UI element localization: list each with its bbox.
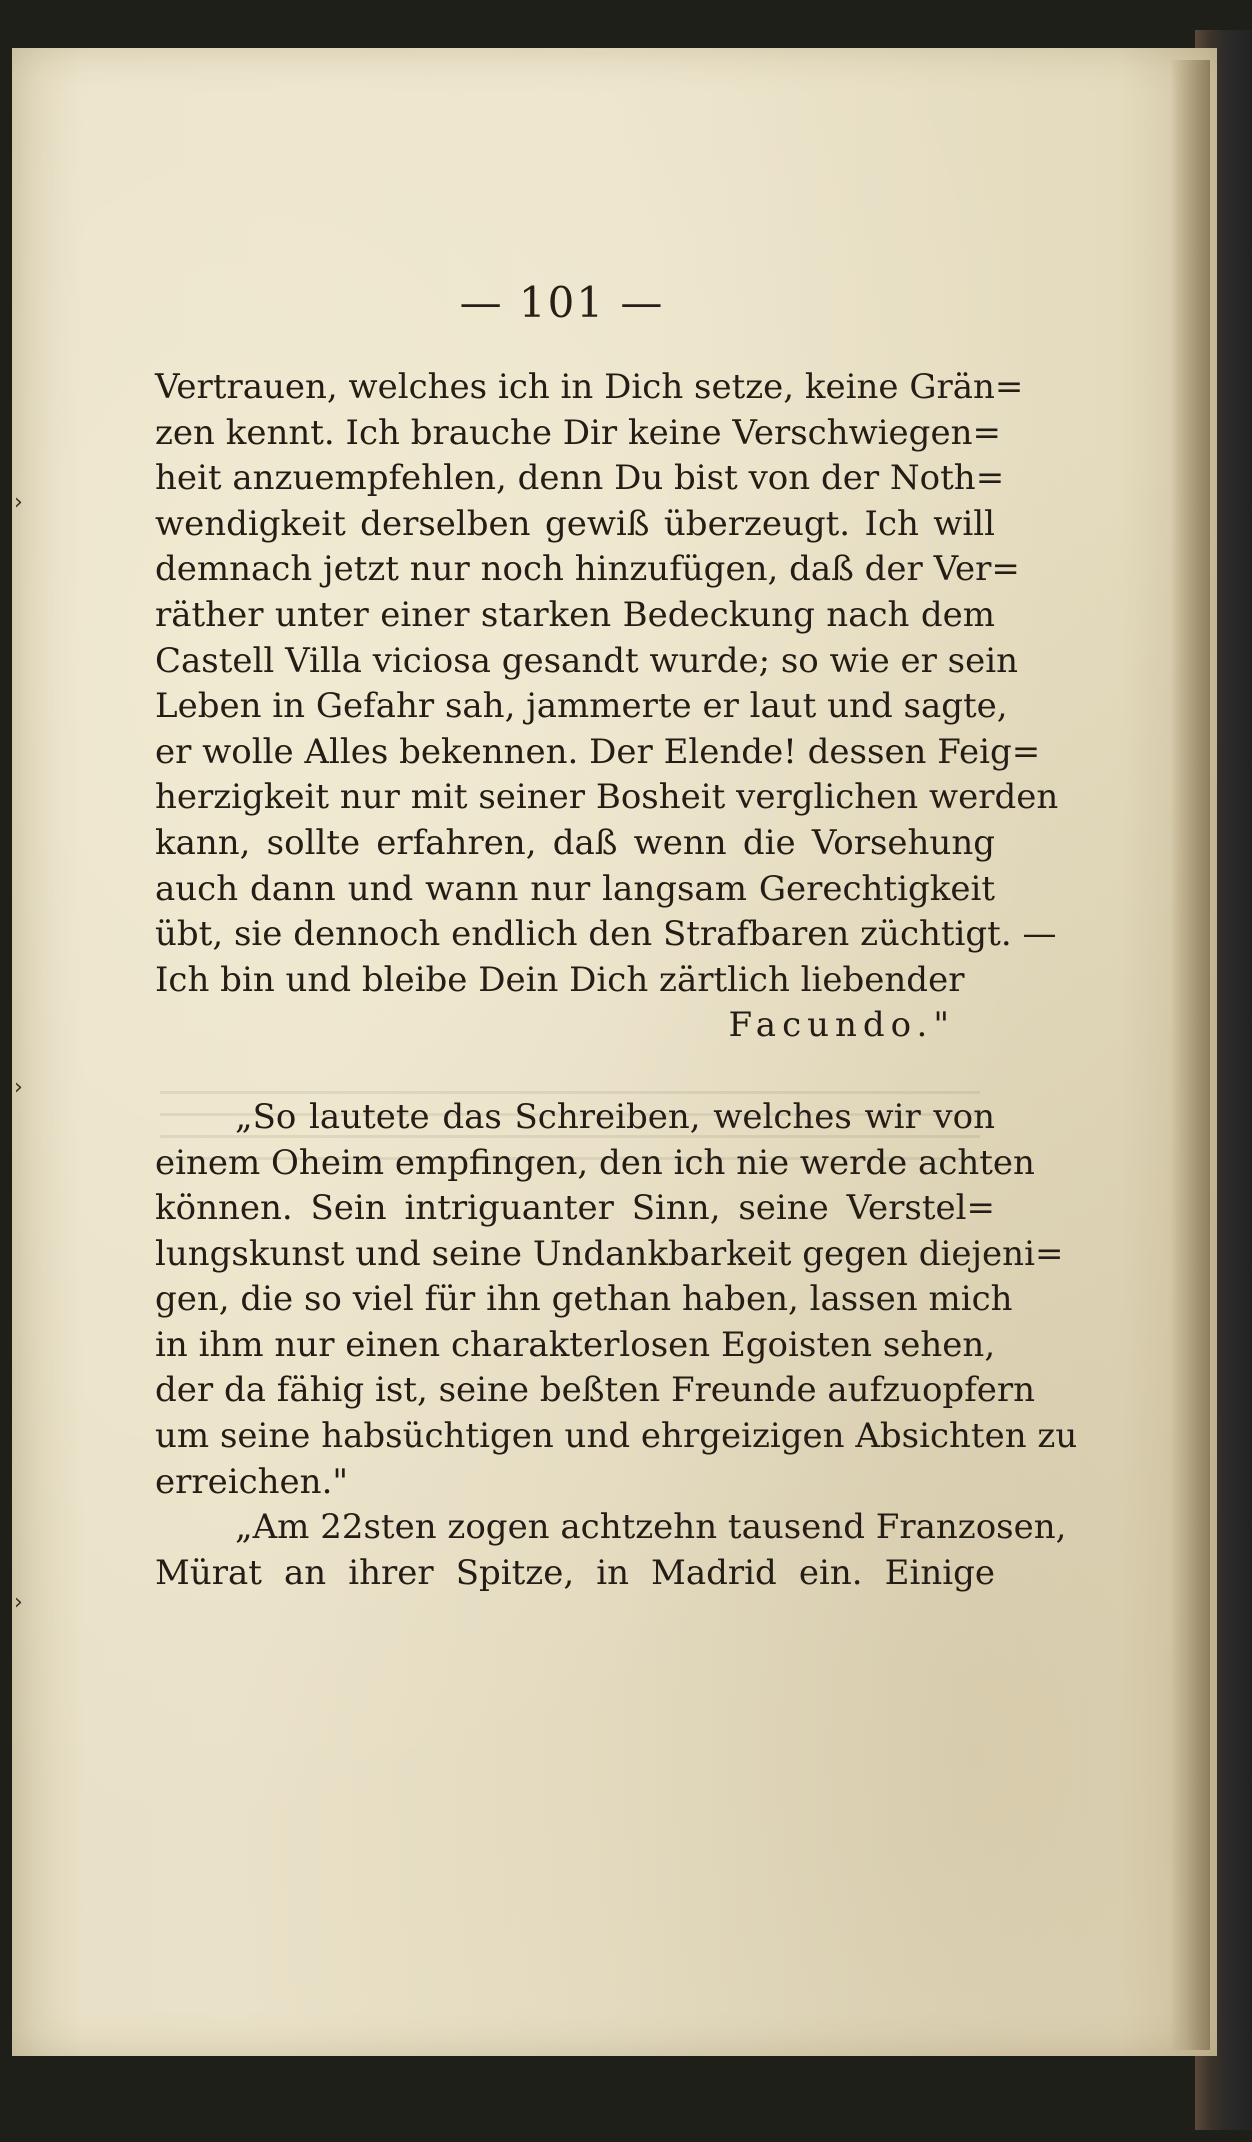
text-line: Leben in Gefahr sah, jammerte er laut und sagte, bbox=[155, 686, 1008, 727]
paragraph-gap bbox=[155, 1049, 995, 1095]
text-line: Mürat an ihrer Spitze, in Madrid ein. Einige bbox=[155, 1552, 995, 1593]
text-line: kann, sollte erfahren, daß wenn die Vorsehung bbox=[155, 822, 995, 863]
page-body-text bbox=[155, 365, 1078, 1596]
text-line: erreichen." bbox=[155, 1461, 349, 1502]
text-line: zen kennt. Ich brauche Dir keine Verschwiegen= bbox=[155, 412, 1001, 453]
text-line: übt, sie dennoch endlich den Strafbaren züchtigt. — bbox=[155, 914, 1057, 955]
text-line: heit anzuempfehlen, denn Du bist von der Noth= bbox=[155, 458, 1005, 499]
text-line: gen, die so viel für ihn gethan haben, lassen mich bbox=[155, 1279, 1013, 1320]
text-line: Vertrauen, welches ich in Dich setze, keine Grän= bbox=[155, 367, 1024, 407]
margin-mark-middle: › bbox=[14, 1075, 23, 1100]
text-line: können. Sein intriguanter Sinn, seine Verstel= bbox=[155, 1188, 995, 1229]
text-line: einem Oheim empfingen, den ich nie werde achten bbox=[155, 1142, 1035, 1183]
text-line: „So lautete das Schreiben, welches wir von bbox=[235, 1096, 995, 1137]
text-line: demnach jetzt nur noch hinzufügen, daß der Ver= bbox=[155, 549, 1020, 590]
page-number-header: — 101 — bbox=[459, 278, 665, 327]
text-line: Ich bin und bleibe Dein Dich zärtlich liebender bbox=[155, 959, 965, 1000]
text-line: räther unter einer starken Bedeckung nach dem bbox=[155, 594, 995, 635]
text-line: herzigkeit nur mit seiner Bosheit verglichen werden bbox=[155, 777, 1059, 818]
commentary-paragraph bbox=[155, 1095, 1078, 1505]
text-line: er wolle Alles bekennen. Der Elende! dessen Feig= bbox=[155, 731, 1041, 772]
text-line: der da fähig ist, seine beßten Freunde aufzuopfern bbox=[155, 1370, 1036, 1411]
text-line: um seine habsüchtigen und ehrgeizigen Absichten zu bbox=[155, 1416, 1078, 1457]
text-line: lungskunst und seine Undankbarkeit gegen diejeni= bbox=[155, 1233, 1064, 1274]
margin-mark-top: › bbox=[14, 490, 23, 515]
letter-paragraph bbox=[155, 365, 1059, 1049]
text-line: wendigkeit derselben gewiß überzeugt. Ich will bbox=[155, 503, 995, 544]
text-line: Castell Villa viciosa gesandt wurde; so wie er sein bbox=[155, 640, 1019, 681]
text-line: in ihm nur einen charakterlosen Egoisten sehen, bbox=[155, 1324, 996, 1365]
text-line: „Am 22sten zogen achtzehn tausend Franzosen, bbox=[235, 1507, 1067, 1548]
narrative-paragraph bbox=[155, 1505, 1067, 1596]
page-edge-shadow bbox=[1170, 60, 1210, 2050]
letter-signature: Facundo." bbox=[728, 1005, 955, 1046]
text-line: auch dann und wann nur langsam Gerechtigkeit bbox=[155, 868, 995, 909]
margin-mark-bottom: › bbox=[14, 1590, 23, 1615]
